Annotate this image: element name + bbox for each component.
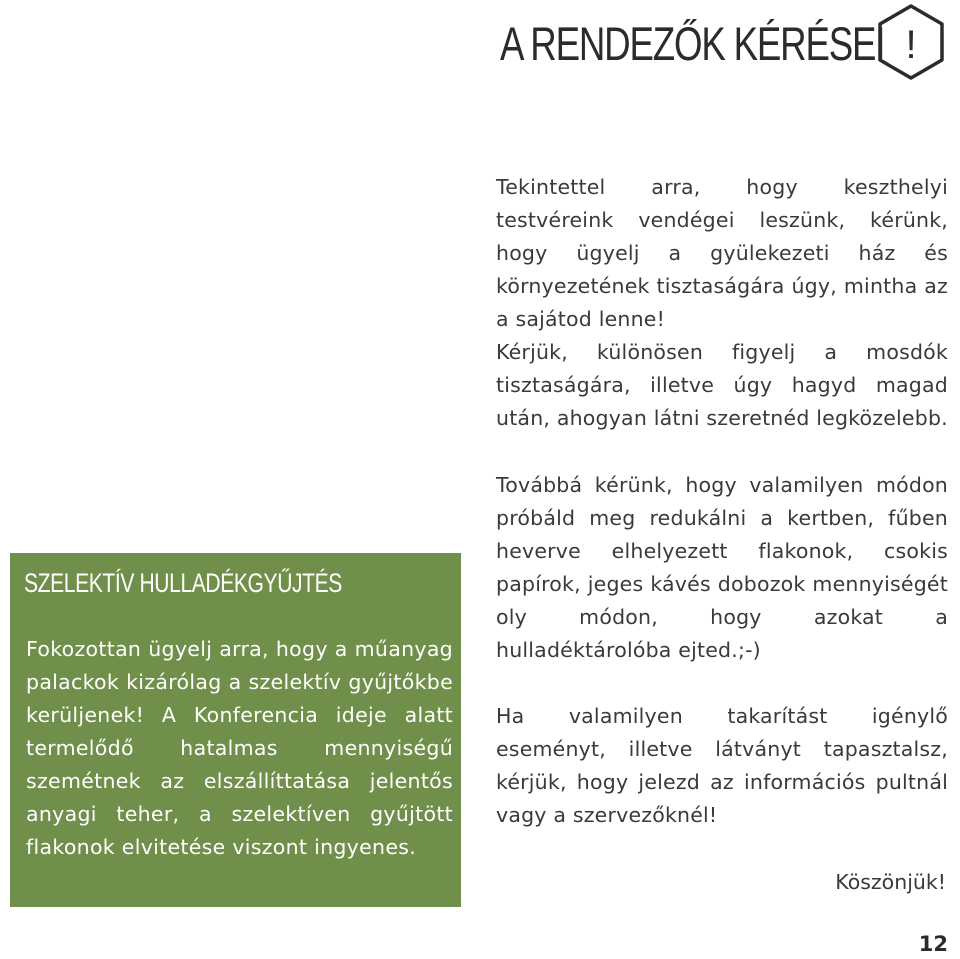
page-title: A RENDEZŐK KÉRÉSEI [500,17,885,70]
page-number: 12 [918,932,948,956]
paragraph-2-text: Kérjük, különösen figyelj a mosdók tisztaságára, illetve úgy hagyd magad után, ahogyan látni szeretnéd legközelebb. [496,340,948,430]
selective-waste-box [10,553,461,907]
exclamation-mark: ! [905,23,917,67]
paragraph-2 [496,336,948,435]
paragraph-3 [496,469,948,667]
box-title: SZELEKTÍV HULLADÉKGYŰJTÉS [24,568,342,598]
closing-thanks: Köszönjük! [835,870,946,894]
exclamation-hexagon-icon [876,3,946,81]
paragraph-3-text: Továbbá kérünk, hogy valamilyen módon próbáld meg redukálni a kertben, fűben heverve elhelyezett flakonok, csokis papírok, jeges kávés dobozok mennyiségét oly módon, hogy azokat a hulladéktárolóba ejted.;-) [496,473,948,662]
paragraph-4-text: Ha valamilyen takarítást igénylő eseményt, illetve látványt tapasztalsz, kérjük, hogy jelezd az információs pultnál vagy a szervezőknél! [496,704,948,827]
box-text: Fokozottan ügyelj arra, hogy a műanyag palackok kizárólag a szelektív gyűjtőkbe kerüljenek! A Konferencia ideje alatt termelődő hatalmas mennyiségű szemétnek az elszállíttatása jelentős anyagi teher, a szelektíven gyűjtött flakonok elvitetése viszont ingyenes. [26,637,453,859]
paragraph-1 [496,171,948,336]
paragraph-1-text: Tekintettel arra, hogy keszthelyi testvéreink vendégei leszünk, kérünk, hogy ügyelj a gyülekezeti ház és környezetének tisztaságára úgy, mintha az a sajátod lenne! [496,175,948,331]
paragraph-4 [496,700,948,832]
